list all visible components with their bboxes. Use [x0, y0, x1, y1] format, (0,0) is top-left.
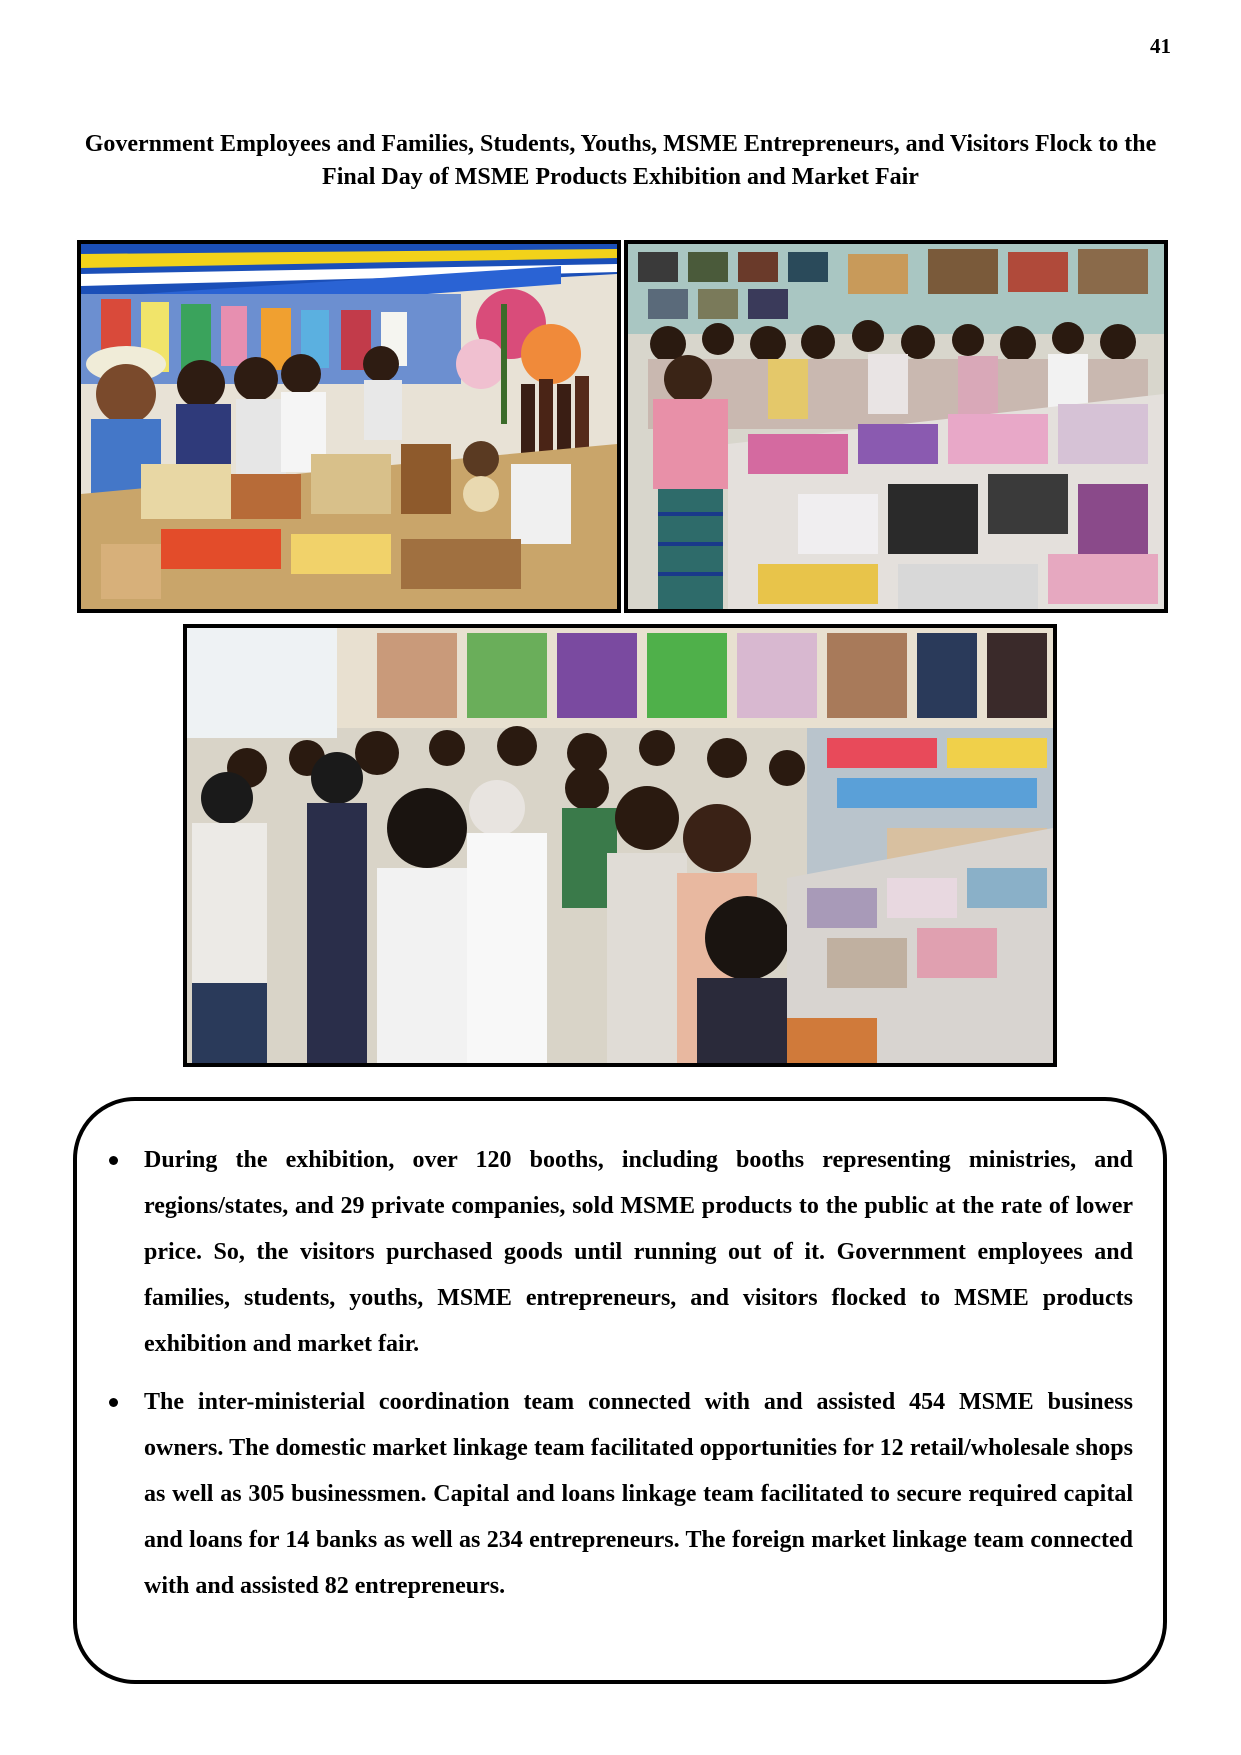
page-number: 41 — [1150, 34, 1171, 58]
bullet-text: During the exhibition, over 120 booths, including booths representing ministries, and regions/states, and 29 private companies, sold MSME products to the public at the rate of lower price. So, the visitors purchased goods until running out of it. Government employees and families, students, youths, MSME entrepreneurs, and visitors flocked to MSME products exhibition and market fair. — [144, 1147, 1133, 1357]
list-item — [107, 1137, 1133, 1367]
summary-text-box — [73, 1097, 1167, 1684]
exhibition-booth-bags-textiles-photo — [624, 240, 1168, 613]
bullet-list — [107, 1137, 1133, 1609]
exhibition-booth-food-products-photo — [77, 240, 621, 613]
bullet-icon — [109, 1156, 118, 1165]
bullet-text: The inter-ministerial coordination team connected with and assisted 454 MSME business owners. The domestic market linkage team facilitated opportunities for 12 retail/wholesale shops as well as 305 businessmen. Capital and loans linkage team facilitated to secure required capital and loans for 14 banks as well as 234 entrepreneurs. The foreign market linkage team connected with and assisted 82 entrepreneurs. — [144, 1389, 1133, 1599]
list-item — [107, 1379, 1133, 1609]
bullet-icon — [109, 1398, 118, 1407]
exhibition-crowd-photo — [183, 624, 1057, 1067]
page-title: Government Employees and Families, Students, Youths, MSME Entrepreneurs, and Visitors Flock to the Final Day of MSME Products Exhibition and Market Fair — [84, 131, 1157, 190]
